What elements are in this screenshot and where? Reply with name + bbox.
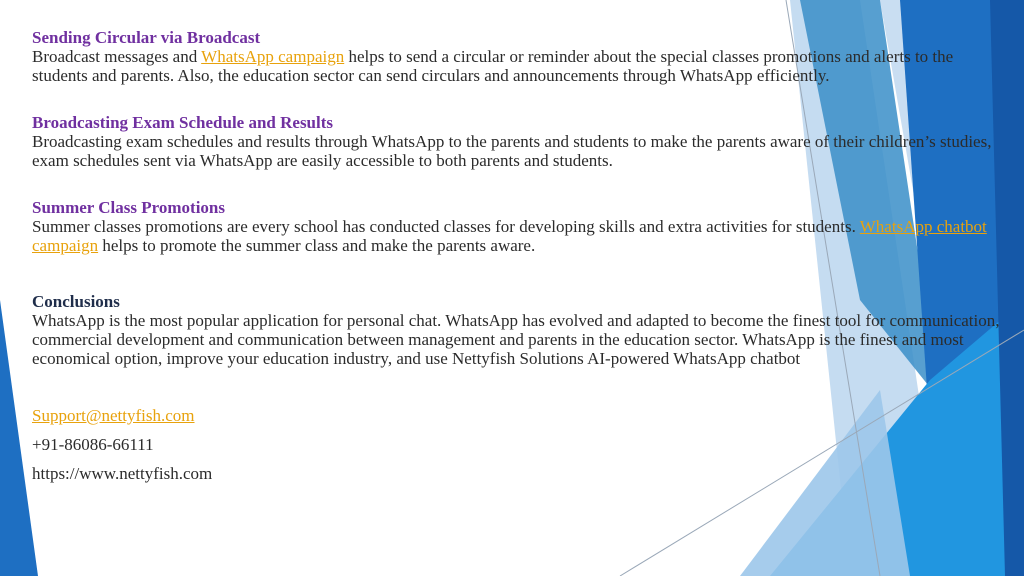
section-heading: Sending Circular via Broadcast bbox=[32, 28, 261, 47]
paragraph-text: helps to send a circular or reminder about the special classes promotions and alerts to the students and parents. Also, the education sector can send circulars and announcements through WhatsApp efficiently. bbox=[32, 47, 954, 85]
website-url: https://www.nettyfish.com bbox=[32, 464, 213, 483]
paragraph-text: Broadcast messages and bbox=[32, 47, 202, 66]
paragraph-text: Summer classes promotions are every school has conducted classes for developing skills and extra activities for students. bbox=[32, 217, 860, 236]
section-paragraph bbox=[32, 47, 1007, 85]
whatsapp-campaign-link[interactable]: WhatsApp campaign bbox=[201, 47, 345, 66]
section-heading: Broadcasting Exam Schedule and Results bbox=[32, 113, 334, 132]
section-broadcast-circular bbox=[32, 28, 1007, 85]
section-conclusions bbox=[32, 292, 1007, 368]
paragraph-text: helps to promote the summer class and make the parents aware. bbox=[98, 236, 536, 255]
document-body bbox=[32, 28, 1007, 483]
phone-number: +91-86086-66111 bbox=[32, 435, 154, 454]
support-email-link[interactable]: Support@nettyfish.com bbox=[32, 406, 195, 425]
section-paragraph bbox=[32, 217, 1007, 255]
contact-block bbox=[32, 406, 1007, 483]
section-summer-promotions bbox=[32, 198, 1007, 255]
section-paragraph: Broadcasting exam schedules and results through WhatsApp to the parents and students to make the parents aware of their children’s studies, exam schedules sent via WhatsApp are easily accessible to both parents and students. bbox=[32, 132, 992, 170]
section-exam-schedule bbox=[32, 113, 1007, 170]
section-heading: Summer Class Promotions bbox=[32, 198, 225, 217]
whatsapp-chatbot-campaign-link[interactable]: WhatsApp chatbot campaign bbox=[32, 217, 987, 255]
section-paragraph: WhatsApp is the most popular application for personal chat. WhatsApp has evolved and adapted to become the finest tool for communication, commercial development and communication between management and parents in the education sector. WhatsApp is the finest and most economical option, improve your education industry, and use Nettyfish Solutions AI-powered WhatsApp chatbot bbox=[32, 311, 1000, 368]
section-heading: Conclusions bbox=[32, 292, 120, 311]
